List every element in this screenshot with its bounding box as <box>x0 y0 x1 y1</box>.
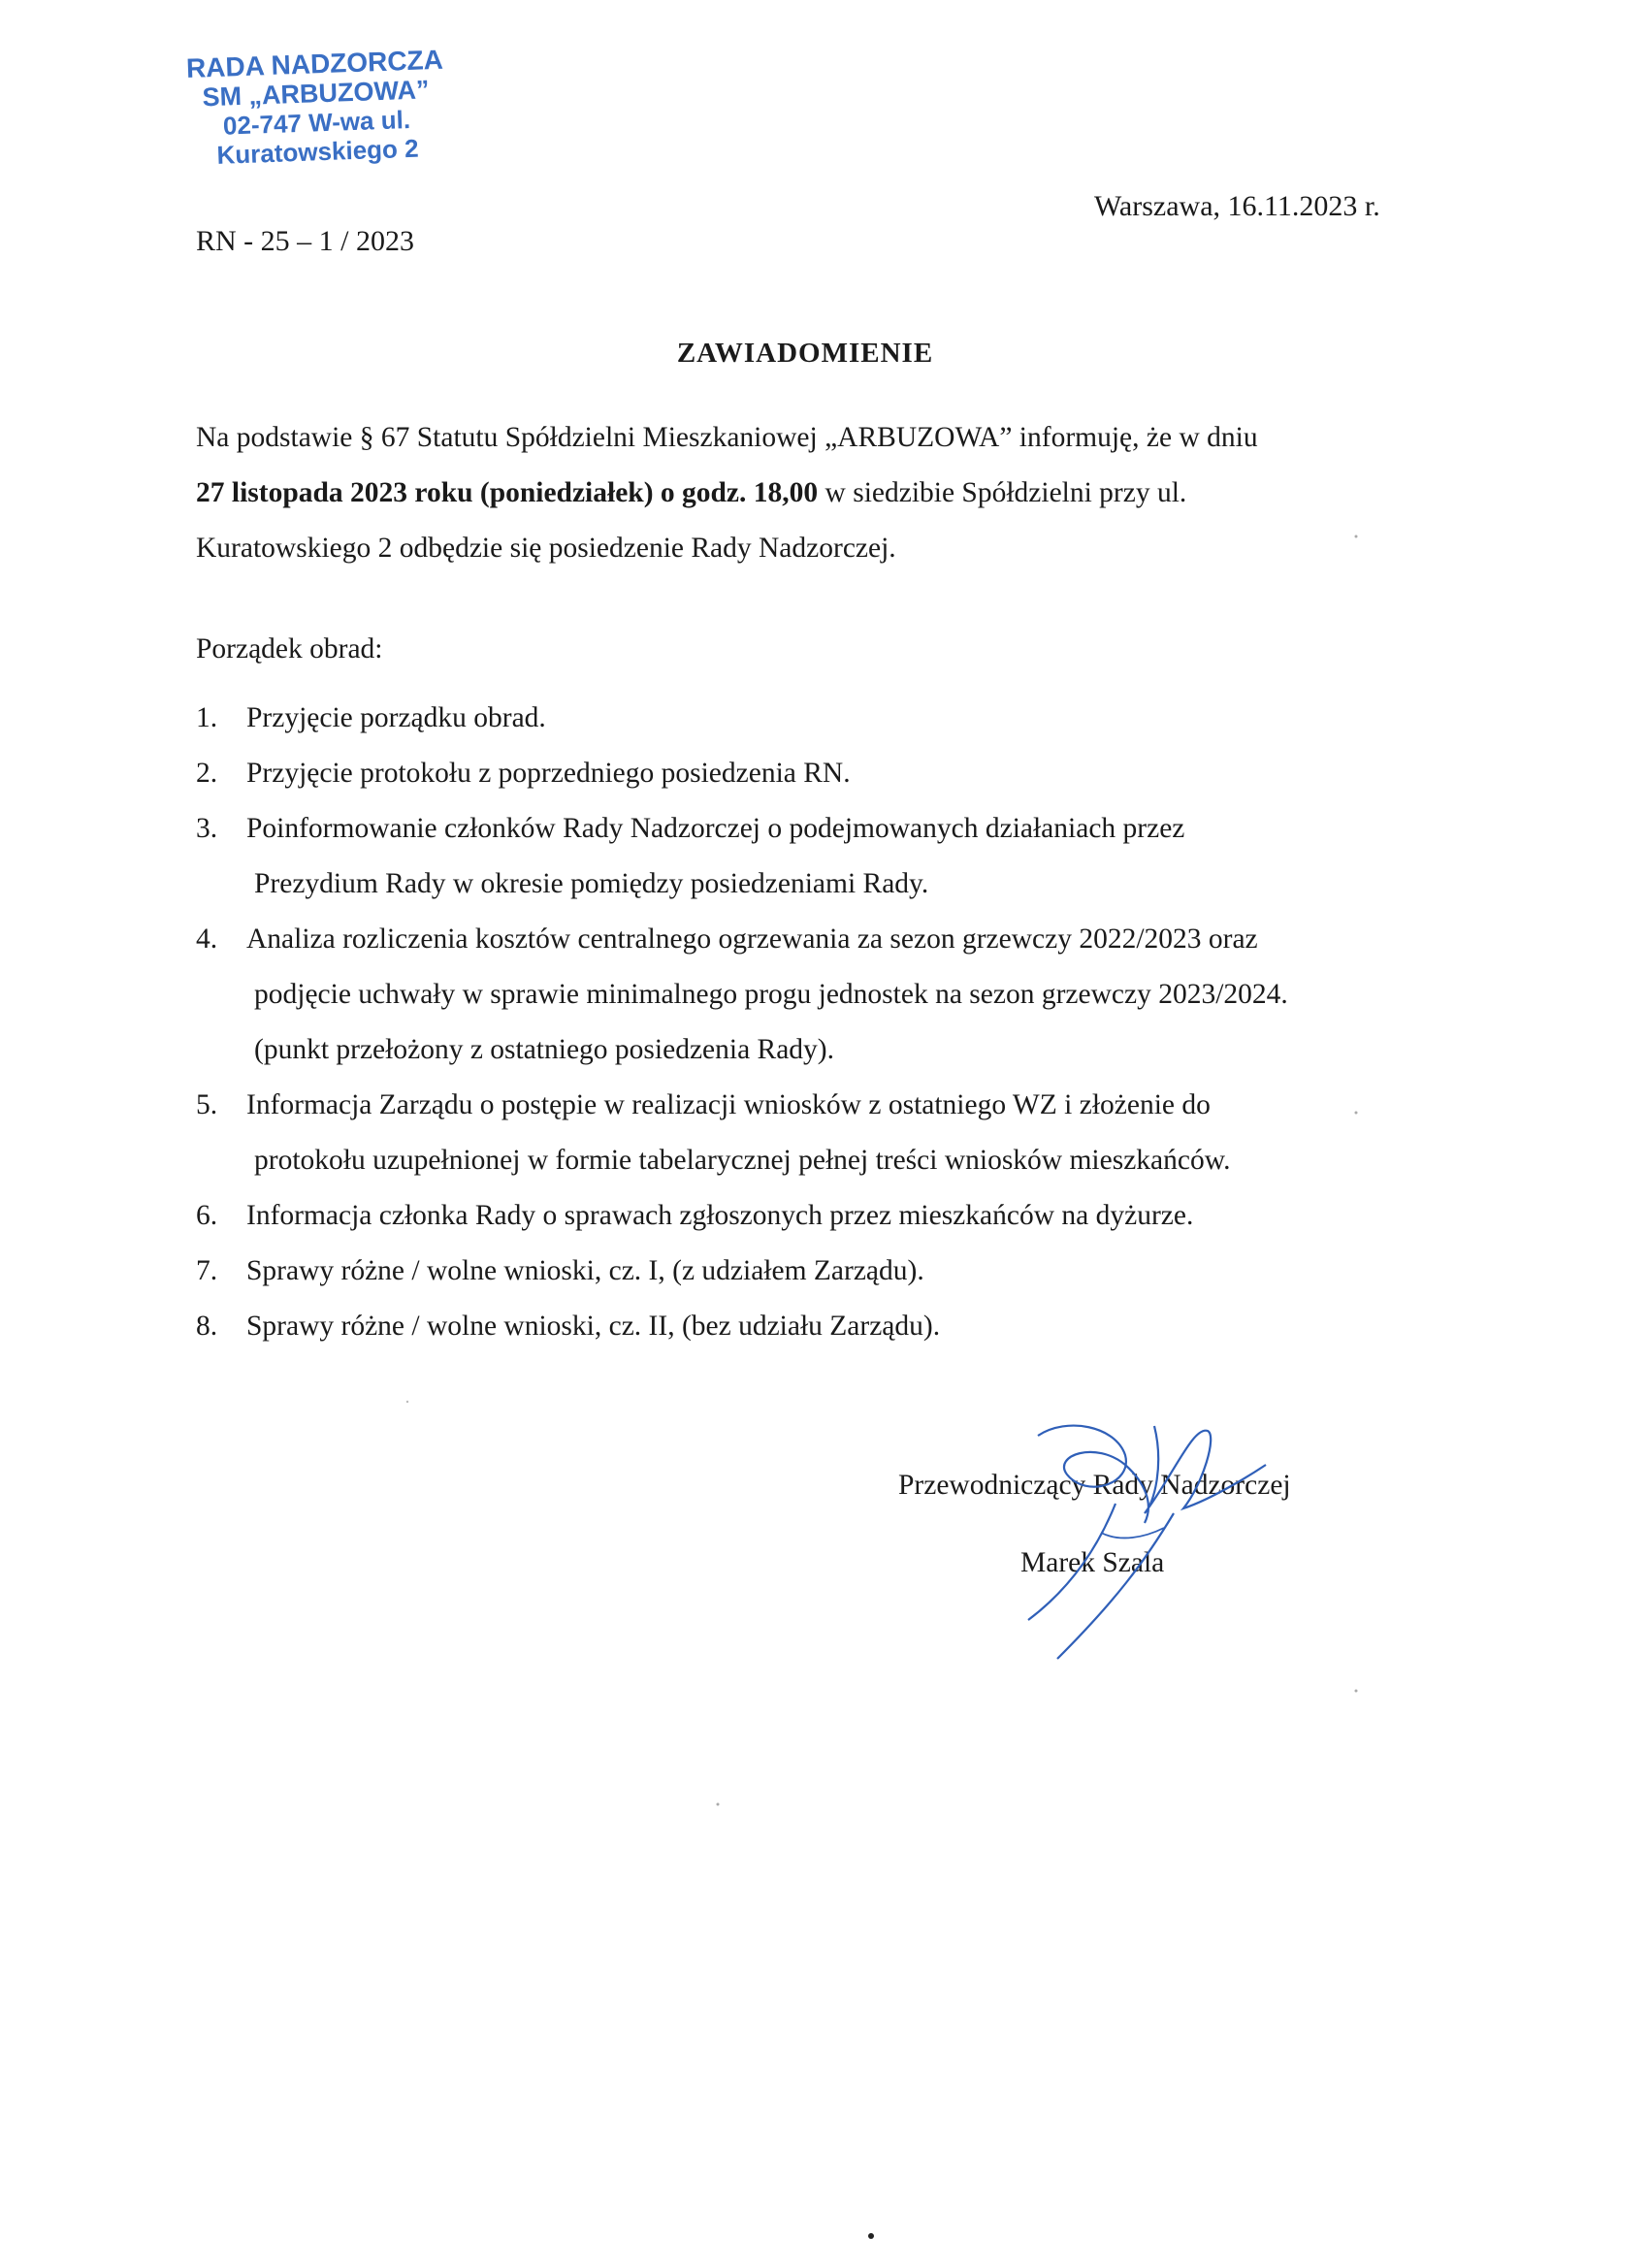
intro-line-3: Kuratowskiego 2 odbędzie się posiedzenie Rady Nadzorczej. <box>196 533 896 564</box>
agenda-item-line: Przyjęcie protokołu z poprzedniego posiedzenia RN. <box>246 758 851 789</box>
agenda-item-line: Informacja członka Rady o sprawach zgłoszonych przez mieszkańców na dyżurze. <box>246 1200 1194 1231</box>
agenda-item <box>196 691 1457 746</box>
agenda-item <box>196 746 1457 801</box>
agenda-item-text <box>246 691 1457 746</box>
agenda-item-number: 5. <box>196 1089 218 1120</box>
agenda-item-text <box>246 1299 1457 1354</box>
agenda-item-line: Analiza rozliczenia kosztów centralnego ogrzewania za sezon grzewczy 2022/2023 oraz <box>246 923 1258 955</box>
agenda-item-number: 6. <box>196 1200 218 1231</box>
agenda-item-text <box>246 801 1457 912</box>
intro-location: w siedzibie Spółdzielni przy ul. <box>818 477 1187 508</box>
signature-name: Marek Szala <box>1020 1547 1165 1578</box>
stamp-line-1: RADA NADZORCZA <box>185 44 444 83</box>
agenda-item-text <box>246 1244 1457 1299</box>
stamp-line-2: SM „ARBUZOWA” <box>202 75 430 113</box>
agenda-item-line: (punkt przełożony z ostatniego posiedzenia Rady). <box>254 1034 835 1065</box>
agenda-item-line: Sprawy różne / wolne wnioski, cz. I, (z udziałem Zarządu). <box>246 1255 924 1286</box>
document-date: Warszawa, 16.11.2023 r. <box>1094 190 1380 222</box>
agenda-item-number: 1. <box>196 702 218 733</box>
agenda-item-line: Przyjęcie porządku obrad. <box>246 702 546 733</box>
agenda-item-line: Sprawy różne / wolne wnioski, cz. II, (bez udziału Zarządu). <box>246 1311 941 1342</box>
agenda-item-number: 8. <box>196 1311 218 1342</box>
intro-line-2 <box>196 466 1418 521</box>
agenda-item-text <box>246 1078 1457 1188</box>
agenda-item-line: Poinformowanie członków Rady Nadzorczej o podejmowanych działaniach przez <box>246 813 1185 844</box>
agenda-item-line: protokołu uzupełnionej w formie tabelarycznej pełnej treści wniosków mieszkańców. <box>254 1145 1231 1176</box>
agenda-item <box>196 801 1457 912</box>
reference-number: RN - 25 – 1 / 2023 <box>196 225 414 257</box>
agenda-item <box>196 912 1457 1078</box>
agenda-item-line: Informacja Zarządu o postępie w realizacji wniosków z ostatniego WZ i złożenie do <box>246 1089 1211 1120</box>
document-title: ZAWIADOMIENIE <box>676 338 934 369</box>
signature-role: Przewodniczący Rady Nadzorczej <box>898 1470 1291 1501</box>
agenda-heading: Porządek obrad: <box>196 633 383 664</box>
agenda-list <box>196 691 1457 1354</box>
agenda-item-line: Prezydium Rady w okresie pomiędzy posiedzeniami Rady. <box>254 868 929 899</box>
agenda-item <box>196 1244 1457 1299</box>
meeting-datetime: 27 listopada 2023 roku (poniedziałek) o godz. 18,00 <box>196 477 819 508</box>
intro-paragraph <box>196 410 1418 576</box>
intro-line-1: Na podstawie § 67 Statutu Spółdzielni Mieszkaniowej „ARBUZOWA” informuję, że w dniu <box>196 422 1258 453</box>
agenda-item-text <box>246 1188 1457 1244</box>
agenda-item <box>196 1299 1457 1354</box>
agenda-item-line: podjęcie uchwały w sprawie minimalnego progu jednostek na sezon grzewczy 2023/2024. <box>254 979 1288 1010</box>
agenda-item-text <box>246 912 1457 1078</box>
agenda-item-number: 7. <box>196 1255 218 1286</box>
handwritten-signature <box>1009 1407 1319 1678</box>
agenda-item <box>196 1188 1457 1244</box>
agenda-item-number: 2. <box>196 758 218 789</box>
agenda-item-number: 4. <box>196 923 218 955</box>
stamp-line-3: 02-747 W-wa ul. Kuratowskiego 2 <box>216 104 420 170</box>
agenda-item-number: 3. <box>196 813 218 844</box>
organization-stamp <box>130 44 502 173</box>
agenda-item-text <box>246 746 1457 801</box>
agenda-item <box>196 1078 1457 1188</box>
